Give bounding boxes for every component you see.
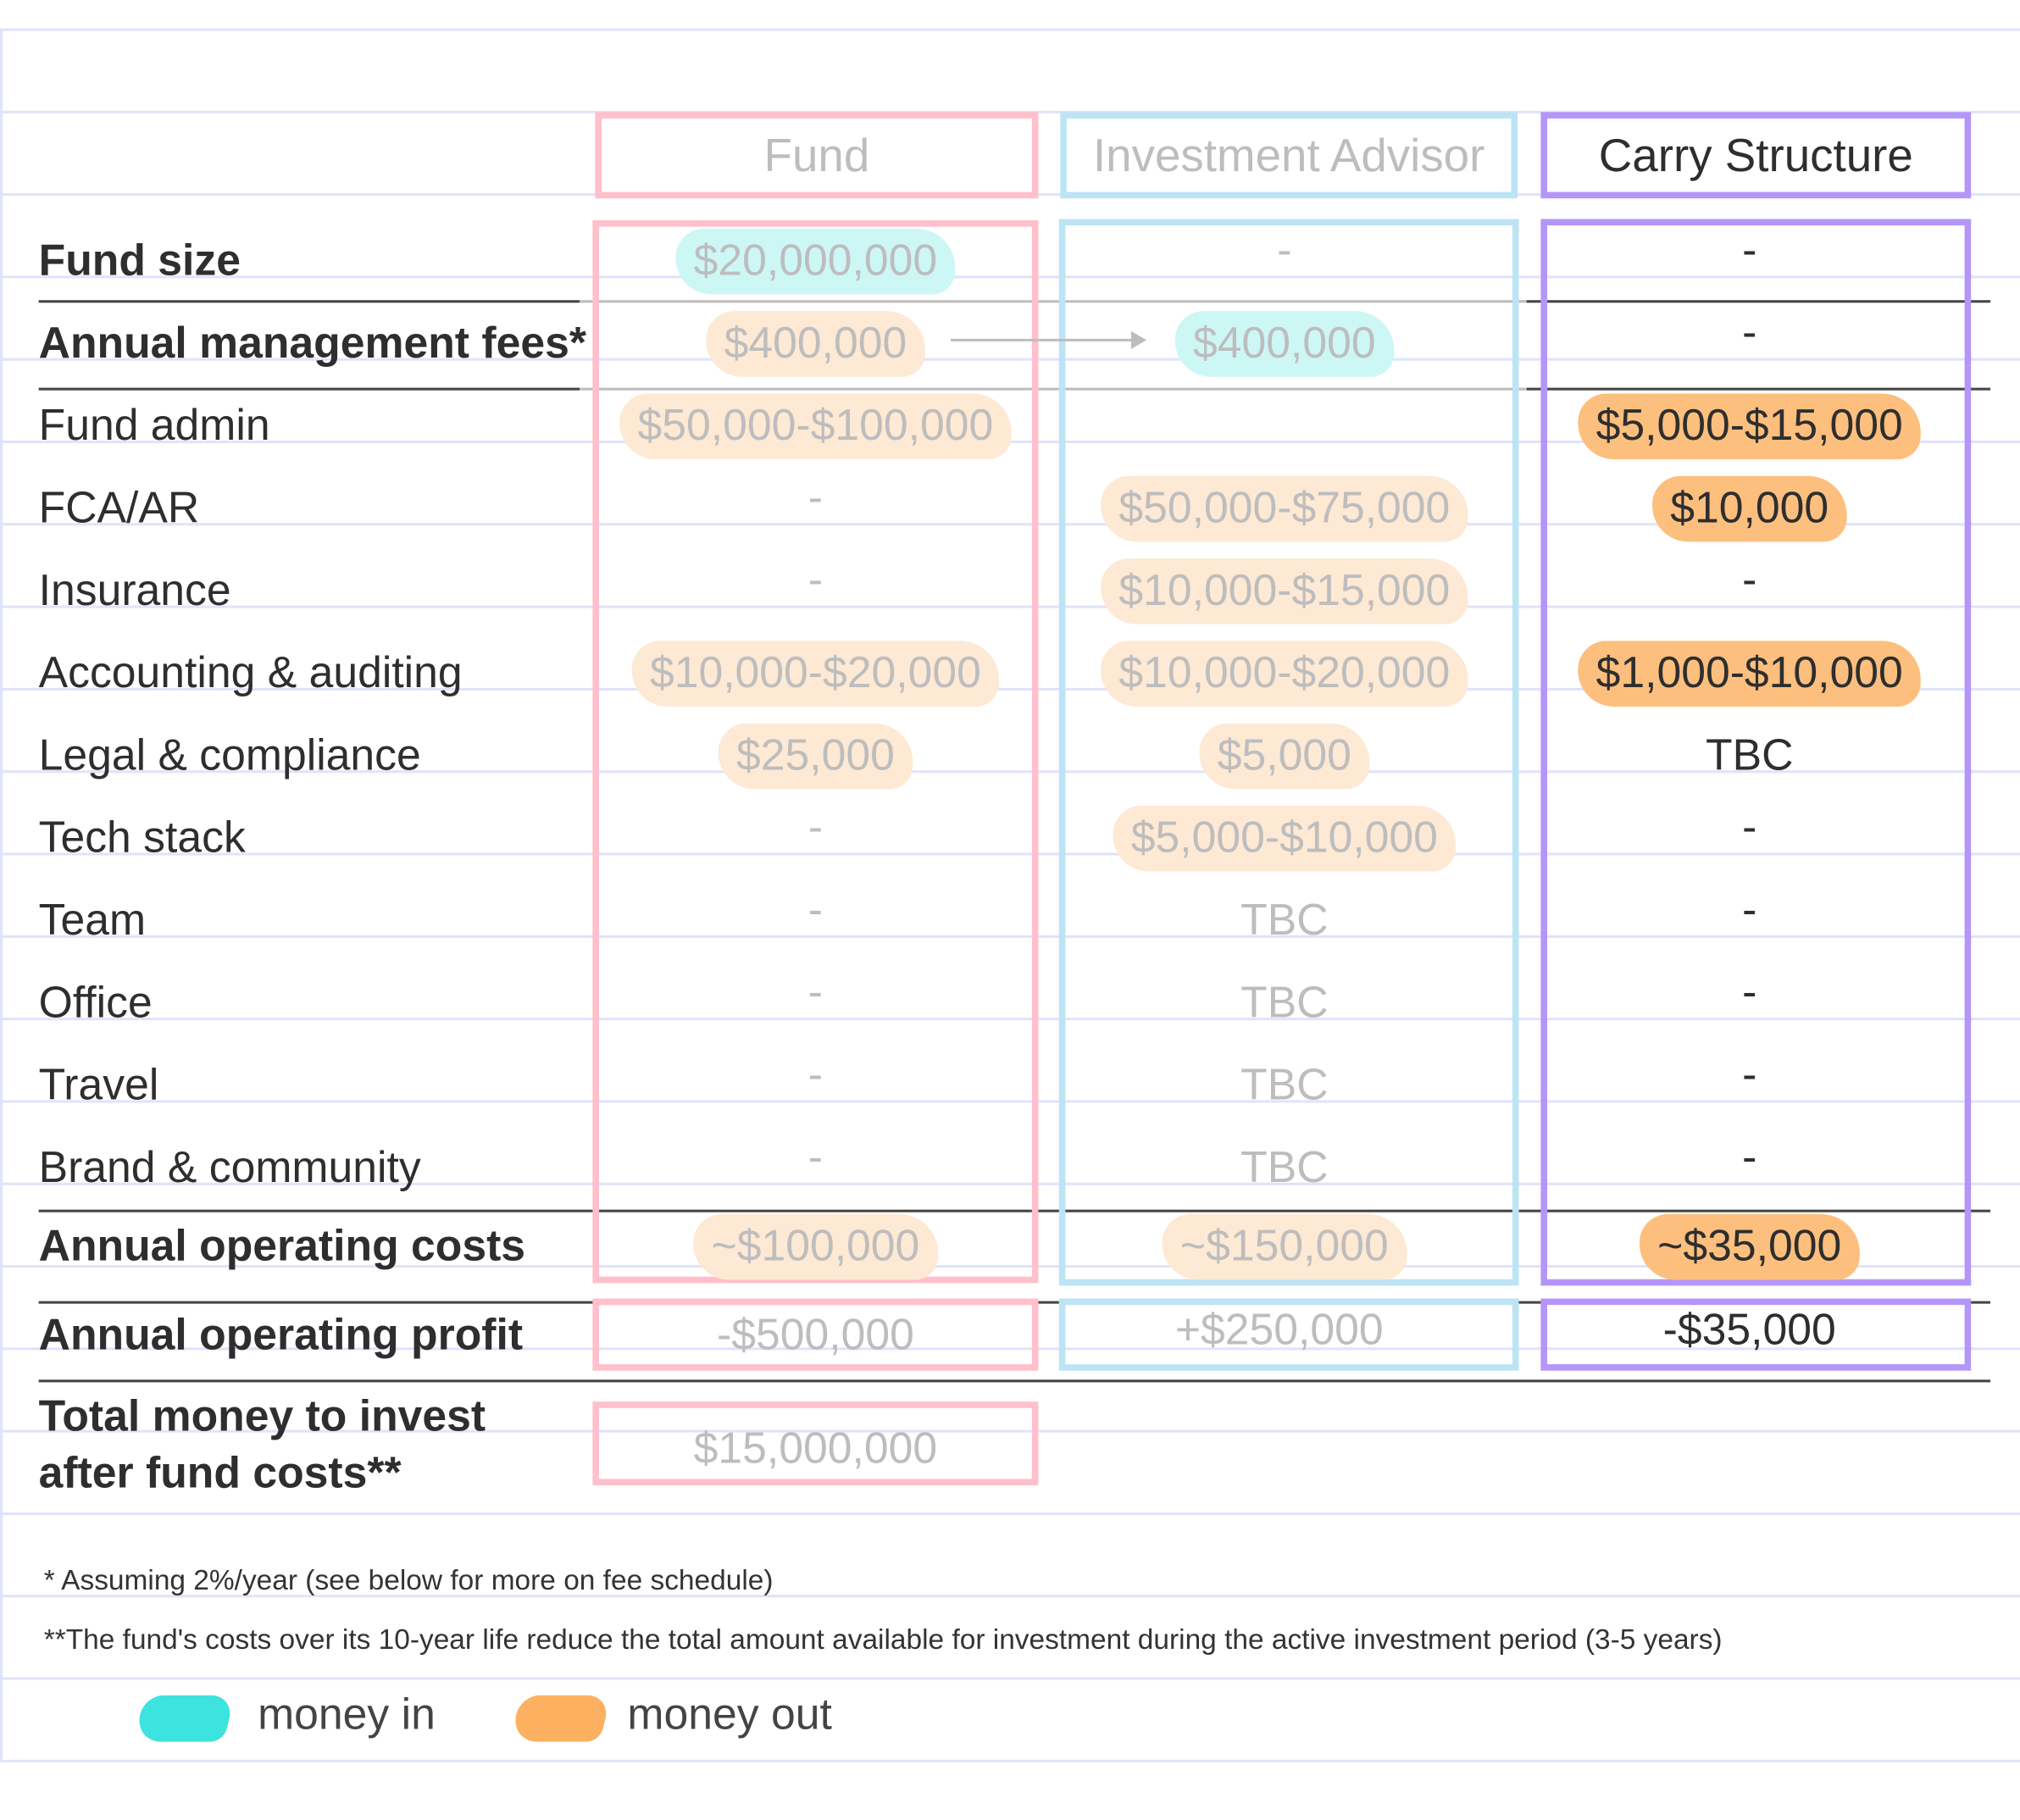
carry-cell: -	[1742, 308, 1757, 358]
divider	[39, 388, 580, 390]
ia-profit-value: +$250,000	[1174, 1305, 1384, 1355]
fund-cell: $50,000-$100,000	[619, 393, 1011, 459]
ia-cell: $5,000-$10,000	[1113, 806, 1456, 872]
ia-cell: TBC	[1240, 978, 1329, 1028]
ia-cell: $50,000-$75,000	[1101, 476, 1468, 542]
divider	[39, 300, 580, 302]
ruled-line	[0, 1678, 2020, 1679]
row-label: Accounting & auditing	[38, 648, 463, 698]
fund-total-value: $15,000,000	[693, 1423, 938, 1473]
arrow-right-icon	[951, 339, 1144, 341]
fund-cell: -	[807, 968, 824, 1018]
row-label: Fund size	[38, 236, 241, 286]
legend-money-out: money out	[627, 1690, 832, 1740]
total-label-line2: after fund costs**	[38, 1448, 402, 1498]
row-label: Insurance	[38, 566, 231, 615]
fund-cell: $10,000-$20,000	[632, 641, 1000, 707]
row-label: Annual operating costs	[38, 1222, 526, 1271]
carry-cell: $1,000-$10,000	[1578, 641, 1921, 707]
fund-cell: $20,000,000	[675, 229, 955, 295]
header-fund: Fund	[595, 112, 1038, 198]
profit-label: Annual operating profit	[38, 1311, 524, 1360]
carry-cell: ~$35,000	[1640, 1214, 1860, 1280]
row-label: Tech stack	[38, 813, 246, 863]
carry-cell: -	[1742, 885, 1757, 935]
row-label: Team	[38, 896, 147, 946]
fund-cell: -	[807, 473, 824, 523]
ruled-line	[0, 1512, 2020, 1514]
divider	[39, 1379, 1990, 1381]
fund-cell: ~$100,000	[693, 1214, 937, 1280]
carry-profit-value: -$35,000	[1662, 1305, 1836, 1355]
carry-cell: -	[1742, 1050, 1757, 1100]
fund-cell: -	[807, 1133, 824, 1182]
ia-cell: $400,000	[1175, 311, 1394, 377]
row-label: Annual management fees*	[38, 319, 586, 369]
carry-cell: $10,000	[1652, 476, 1846, 542]
money-in-swatch-icon	[133, 1695, 235, 1742]
row-label: Fund admin	[38, 401, 270, 451]
row-label: FCA/AR	[38, 483, 200, 533]
carry-cell: -	[1742, 556, 1757, 605]
fund-profit-value: -$500,000	[716, 1311, 914, 1360]
row-label: Travel	[38, 1061, 159, 1110]
legend-money-in: money in	[258, 1690, 436, 1740]
total-label-line1: Total money to invest	[38, 1391, 486, 1441]
carry-cell: TBC	[1706, 730, 1794, 780]
header-carry-structure: Carry Structure	[1540, 112, 1971, 198]
ia-cell: $10,000-$15,000	[1101, 558, 1468, 624]
money-out-swatch-icon	[509, 1695, 611, 1742]
row-label: Legal & compliance	[38, 730, 421, 780]
footnote-2: **The fund's costs over its 10-year life reduce the total amount available for investment during the active investment period (3-5 years)	[43, 1623, 1723, 1656]
ia-cell: $10,000-$20,000	[1101, 641, 1468, 707]
page-edge	[0, 28, 2, 1759]
ia-cell: ~$150,000	[1163, 1214, 1407, 1280]
fund-cell: -	[807, 802, 824, 852]
ia-cell: TBC	[1240, 1061, 1329, 1110]
fund-cell: $400,000	[706, 311, 924, 377]
row-label: Office	[38, 978, 153, 1028]
ruled-line	[0, 1760, 2020, 1762]
carry-cell: $5,000-$15,000	[1578, 393, 1921, 459]
carry-cell: -	[1742, 968, 1757, 1018]
row-label: Brand & community	[38, 1143, 421, 1193]
footnote-1: * Assuming 2%/year (see below for more on fee schedule)	[43, 1563, 774, 1596]
ia-cell: TBC	[1240, 896, 1329, 946]
ia-cell: -	[1277, 225, 1292, 275]
ia-cell	[1267, 419, 1303, 434]
fund-cell: -	[807, 1050, 824, 1100]
ia-cell: $5,000	[1199, 724, 1369, 790]
carry-cell: -	[1742, 802, 1757, 852]
fund-cell: $25,000	[719, 724, 913, 790]
fund-cell: -	[807, 556, 824, 605]
carry-cell: -	[1742, 225, 1757, 275]
fund-cell: -	[807, 885, 824, 935]
header-investment-advisor: Investment Advisor	[1060, 112, 1518, 198]
carry-cell: -	[1742, 1133, 1757, 1182]
ruled-line	[0, 28, 2020, 30]
ia-cell: TBC	[1240, 1143, 1329, 1193]
